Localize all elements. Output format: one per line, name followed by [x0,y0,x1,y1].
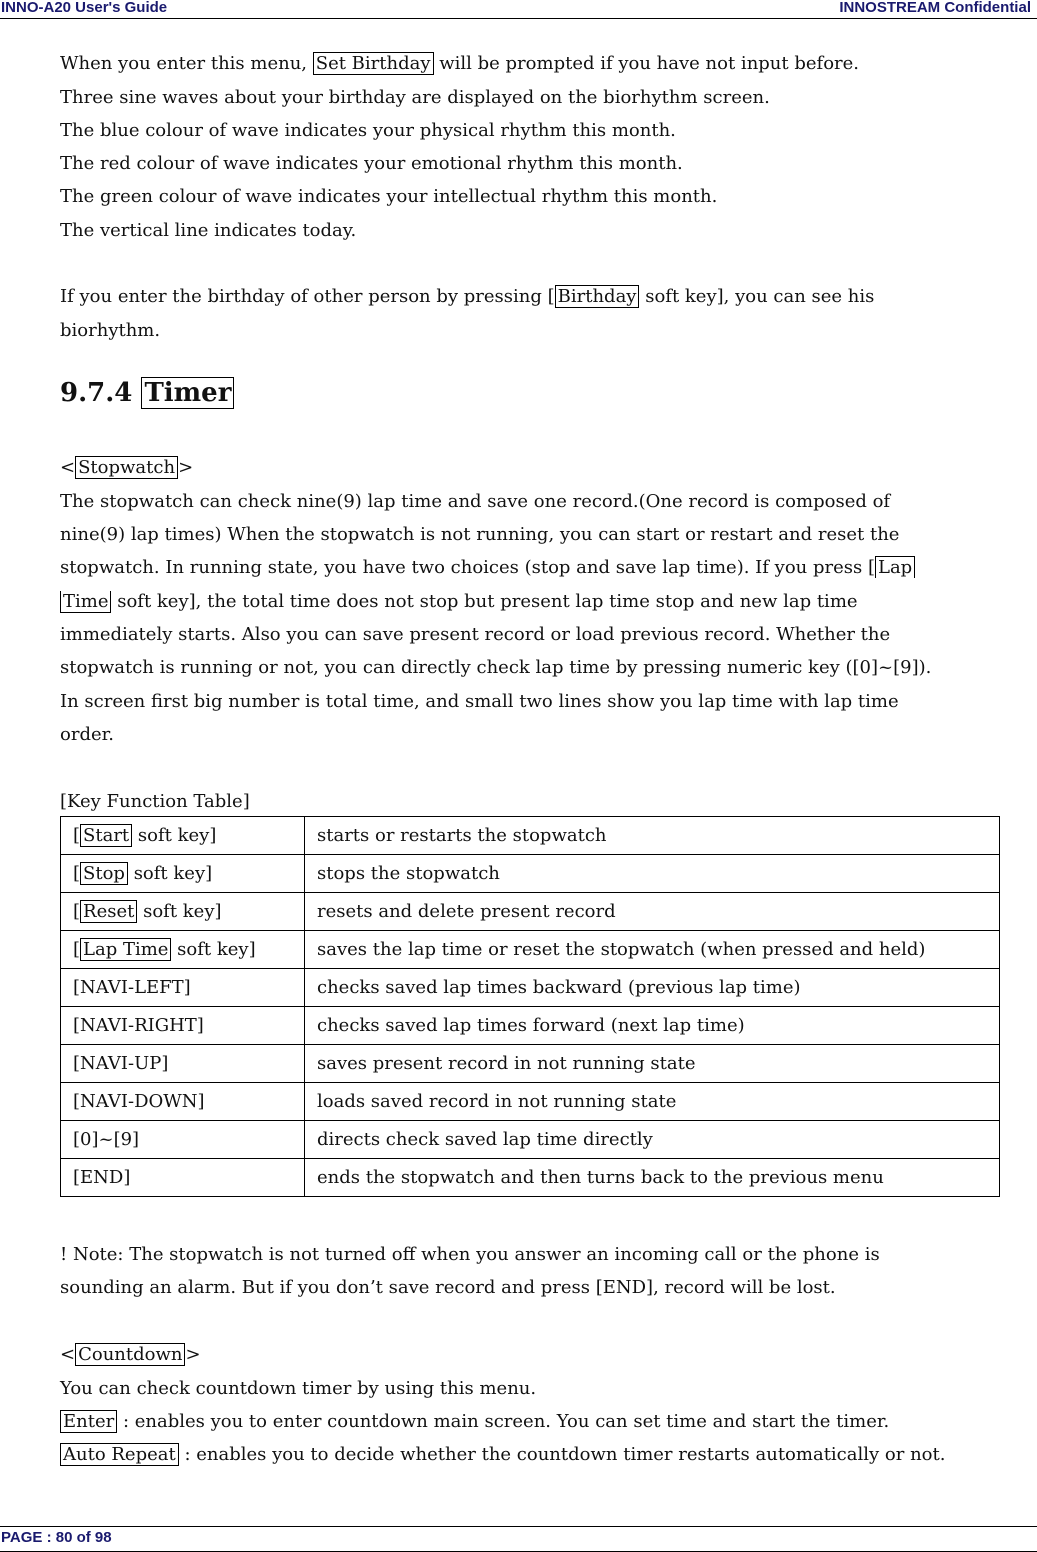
table-row [61,1007,1000,1045]
intro-line-4: The red colour of wave indicates your emotional rhythm this month. [60,153,683,174]
table-row [61,1045,1000,1083]
countdown-line-enter [60,1410,889,1434]
stopwatch-line-8: order. [60,724,114,745]
table-title: [Key Function Table] [60,791,250,812]
key-soft-key-term: Start [80,824,132,847]
key-cell [61,817,305,855]
auto-repeat-term: Auto Repeat [60,1443,179,1466]
stopwatch-line-4 [60,590,858,614]
countdown-heading [60,1343,201,1367]
angle-open: < [60,1344,76,1365]
function-cell: saves present record in not running state [305,1045,1000,1083]
intro-text: soft key], you can see his [639,286,875,307]
table-row [61,931,1000,969]
key-soft-key-term: Lap Time [80,938,171,961]
page-footer [0,1526,1037,1552]
page-header [0,0,1037,19]
function-cell: stops the stopwatch [305,855,1000,893]
key-text: [NAVI-LEFT] [73,977,191,998]
stopwatch-text: stopwatch. In running state, you have two choices (stop and save lap time). If you press [ [60,557,875,578]
function-cell: loads saved record in not running state [305,1083,1000,1121]
stopwatch-line-5: immediately starts. Also you can save present record or load previous record. Whether the [60,624,891,645]
key-text: [ [73,901,81,922]
angle-close: > [178,457,194,478]
header-confidential: INNOSTREAM Confidential [839,0,1031,16]
key-text: [NAVI-UP] [73,1053,169,1074]
stopwatch-line-2: nine(9) lap times) When the stopwatch is not running, you can start or restart and reset the [60,524,900,545]
lap-term: Lap [875,556,915,578]
key-cell [61,969,305,1007]
key-cell [61,1159,305,1197]
key-text: [NAVI-RIGHT] [73,1015,204,1036]
key-text: soft key] [132,825,217,846]
time-term: Time [60,591,111,613]
key-text: soft key] [127,863,213,884]
key-text: [END] [73,1167,131,1188]
table-row [61,817,1000,855]
stopwatch-heading [60,456,193,480]
birthday-term: Birthday [555,285,640,308]
table-row [61,1083,1000,1121]
countdown-term: Countdown [75,1343,185,1366]
intro-text: When you enter this menu, [60,53,313,74]
stopwatch-line-7: In screen first big number is total time, and small two lines show you lap time with lap time [60,691,899,712]
stopwatch-line-3 [60,556,915,580]
enter-term: Enter [60,1410,117,1433]
table-row [61,1159,1000,1197]
countdown-line-auto [60,1443,945,1467]
section-number: 9.7.4 [60,378,142,408]
key-cell [61,893,305,931]
function-cell: saves the lap time or reset the stopwatch (when pressed and held) [305,931,1000,969]
key-text: [NAVI-DOWN] [73,1091,205,1112]
table-row [61,969,1000,1007]
countdown-line-1: You can check countdown timer by using this menu. [60,1378,537,1399]
intro-line-2: Three sine waves about your birthday are displayed on the biorhythm screen. [60,87,770,108]
function-cell: checks saved lap times forward (next lap time) [305,1007,1000,1045]
function-cell: ends the stopwatch and then turns back to the previous menu [305,1159,1000,1197]
function-cell: resets and delete present record [305,893,1000,931]
stopwatch-line-1: The stopwatch can check nine(9) lap time and save one record.(One record is composed of [60,491,891,512]
note-line-2: sounding an alarm. But if you don’t save record and press [END], record will be lost. [60,1277,836,1298]
intro-text: will be prompted if you have not input before. [433,53,860,74]
header-doc-title: INNO-A20 User's Guide [1,0,168,16]
intro-text: If you enter the birthday of other person by pressing [ [60,286,555,307]
angle-open: < [60,457,76,478]
key-cell [61,1121,305,1159]
table-row [61,1121,1000,1159]
intro-line-7 [60,285,874,309]
note-line-1: ! Note: The stopwatch is not turned off when you answer an incoming call or the phone is [60,1244,880,1265]
table-row [61,855,1000,893]
angle-close: > [185,1344,201,1365]
intro-line-3: The blue colour of wave indicates your physical rhythm this month. [60,120,676,141]
key-cell [61,1045,305,1083]
function-cell: checks saved lap times backward (previous lap time) [305,969,1000,1007]
stopwatch-line-6: stopwatch is running or not, you can directly check lap time by pressing numeric key ([0]~[9]). [60,657,932,678]
key-cell [61,855,305,893]
section-title: Timer [141,377,234,409]
enter-description: : enables you to enter countdown main screen. You can set time and start the timer. [117,1411,890,1432]
section-heading [60,378,234,408]
key-cell [61,1083,305,1121]
key-text: soft key] [137,901,222,922]
table-row [61,893,1000,931]
key-soft-key-term: Reset [80,900,137,923]
key-function-table [60,816,1000,1197]
auto-repeat-description: : enables you to decide whether the countdown timer restarts automatically or not. [178,1444,946,1465]
intro-line-6: The vertical line indicates today. [60,220,357,241]
key-soft-key-term: Stop [80,862,128,885]
key-cell [61,931,305,969]
set-birthday-term: Set Birthday [313,52,434,75]
stopwatch-text: soft key], the total time does not stop but present lap time stop and new lap time [111,591,858,612]
function-cell: directs check saved lap time directly [305,1121,1000,1159]
intro-line-5: The green colour of wave indicates your intellectual rhythm this month. [60,186,718,207]
stopwatch-term: Stopwatch [75,456,178,479]
page-number: PAGE : 80 of 98 [1,1529,112,1546]
key-text: [ [73,863,81,884]
intro-line-8: biorhythm. [60,320,161,341]
key-text: [ [73,939,81,960]
key-text: [ [73,825,81,846]
key-cell [61,1007,305,1045]
intro-line-1 [60,52,859,76]
function-cell: starts or restarts the stopwatch [305,817,1000,855]
key-text: soft key] [171,939,256,960]
key-text: [0]~[9] [73,1129,140,1150]
